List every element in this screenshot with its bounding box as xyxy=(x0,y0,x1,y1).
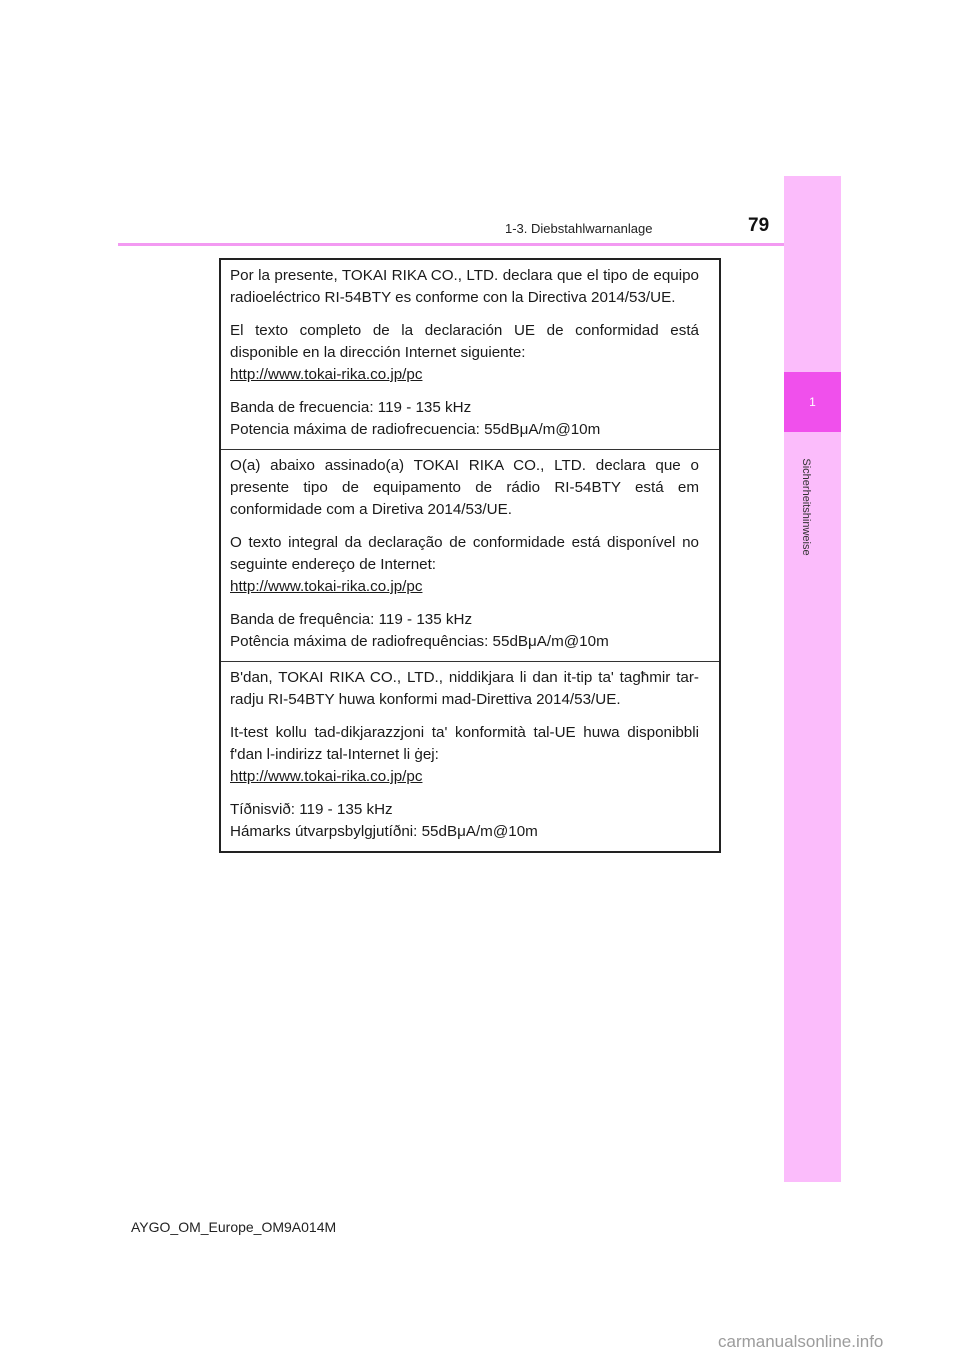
declaration-statement: Por la presente, TOKAI RIKA CO., LTD. declara que el tipo de equipo radioeléctrico RI-54BTY es conforme con la Directiva 2014/53/UE. xyxy=(230,267,699,306)
declaration-availability xyxy=(230,532,699,598)
declaration-table xyxy=(219,258,721,853)
chapter-number: 1 xyxy=(809,395,816,409)
declaration-statement: O(a) abaixo assinado(a) TOKAI RIKA CO., LTD. declara que o presente tipo de equipamento de rádio RI-54BTY está em conformidade com a Diretiva 2014/53/UE. xyxy=(230,457,699,518)
page-number: 79 xyxy=(748,215,770,236)
declaration-statement: B'dan, TOKAI RIKA CO., LTD., niddikjara li dan it-tip ta' tagħmir tar-radju RI-54BTY huwa konformi mad-Direttiva 2014/53/UE. xyxy=(230,669,699,708)
declaration-spanish xyxy=(221,260,719,450)
frequency-band: Tíðnisvið: 119 - 135 kHz xyxy=(230,801,393,818)
declaration-url-link[interactable]: http://www.tokai-rika.co.jp/pc xyxy=(230,768,423,785)
declaration-specs xyxy=(230,609,699,653)
availability-text: O texto integral da declaração de conformidade está disponível no seguinte endereço de Internet: xyxy=(230,534,699,573)
chapter-tab[interactable] xyxy=(784,372,841,432)
declaration-specs xyxy=(230,799,699,843)
declaration-specs xyxy=(230,397,699,441)
declaration-url-link[interactable]: http://www.tokai-rika.co.jp/pc xyxy=(230,578,423,595)
availability-text: It-test kollu tad-dikjarazzjoni ta' konformità tal-UE huwa disponibbli f'dan l-indirizz tal-Internet li ġej: xyxy=(230,724,699,763)
max-power: Potência máxima de radiofrequências: 55dBμA/m@10m xyxy=(230,633,609,650)
side-tab xyxy=(784,176,841,1182)
watermark: carmanualsonline.info xyxy=(718,1332,884,1351)
frequency-band: Banda de frecuencia: 119 - 135 kHz xyxy=(230,399,472,416)
frequency-band: Banda de frequência: 119 - 135 kHz xyxy=(230,611,473,628)
availability-text: El texto completo de la declaración UE de conformidad está disponible en la dirección Internet siguiente: xyxy=(230,322,699,361)
document-id: AYGO_OM_Europe_OM9A014M xyxy=(131,1219,337,1235)
declaration-availability xyxy=(230,722,699,788)
section-title: 1-3. Diebstahlwarnanlage xyxy=(505,221,653,236)
max-power: Potencia máxima de radiofrecuencia: 55dBμA/m@10m xyxy=(230,421,601,438)
declaration-portuguese xyxy=(221,450,719,662)
max-power: Hámarks útvarpsbylgjutíðni: 55dBμA/m@10m xyxy=(230,823,538,840)
declaration-url-link[interactable]: http://www.tokai-rika.co.jp/pc xyxy=(230,366,423,383)
header-divider xyxy=(118,243,784,246)
declaration-availability xyxy=(230,320,699,386)
chapter-title: Sicherheitshinweise xyxy=(800,458,812,556)
declaration-maltese xyxy=(221,662,719,851)
